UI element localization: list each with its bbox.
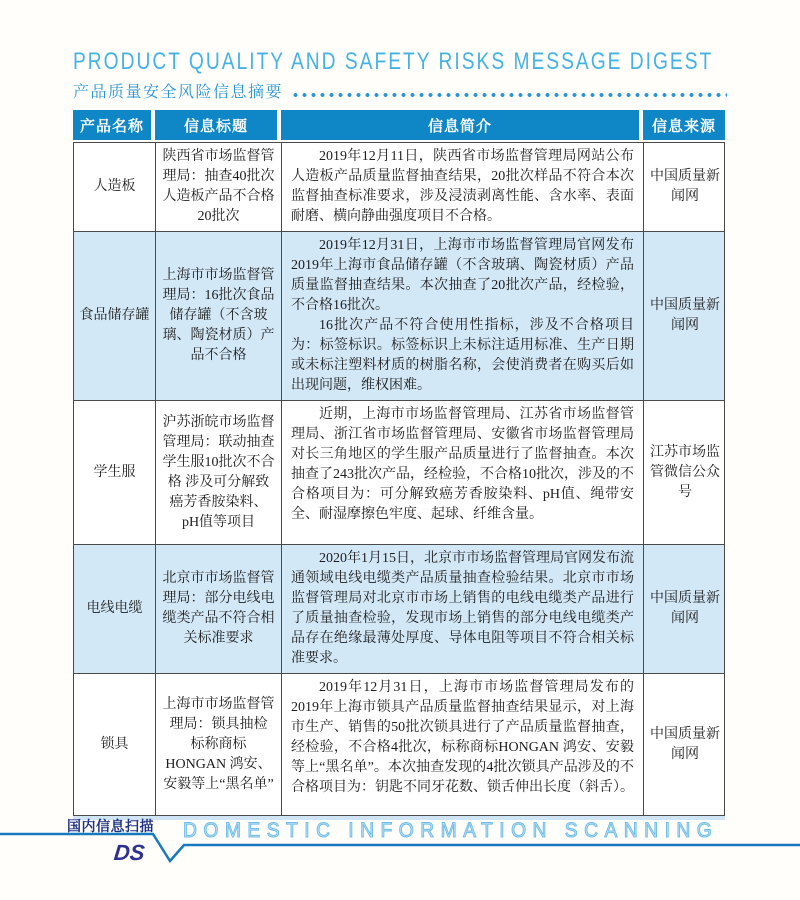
table-body xyxy=(73,142,725,820)
product-name-cell: 人造板 xyxy=(74,143,156,231)
header-cell-source: 信息来源 xyxy=(643,110,725,140)
info-source-cell: 中国质量新闻网 xyxy=(650,169,720,204)
page-subtitle: 产品质量安全风险信息摘要 xyxy=(73,84,284,101)
summary-paragraph: 2020年1月15日，北京市市场监督管理局官网发布流通领域电线电缆类产品质量抽查检验结果。北京市市场监督管理局对北京市市场上销售的电线电缆类产品进行了质量抽查检验，发现市场上销售的部分电线电缆类产品存在绝缘最薄处厚度、导体电阻等项目不符合相关标准要求。 xyxy=(291,551,634,666)
table-row xyxy=(73,400,725,545)
summary-paragraph: 2019年12月31日，上海市市场监督管理局发布的2019年上海市锁具产品质量监督抽查结果显示，对上海市生产、销售的50批次锁具进行了产品质量监督抽查，经检验，不合格4批次，标称商标HONGAN 鸿安、安毅等上“黑名单”。本次抽查发现的4批次锁具产品涉及的不合格项目为：钥匙不同牙花数、锁舌伸出长度（斜舌）。 xyxy=(291,680,634,795)
summary-paragraph: 2019年12月31日，上海市市场监督管理局官网发布2019年上海市食品储存罐（不含玻璃、陶瓷材质）产品质量监督抽查结果。本次抽查了20批次产品，经检验，不合格16批次。 xyxy=(291,238,634,313)
info-source-cell: 中国质量新闻网 xyxy=(650,726,720,762)
page-subtitle-row xyxy=(73,79,727,102)
summary-paragraph: 近期，上海市市场监督管理局、江苏省市场监督管理局、浙江省市场监督管理局、安徽省市场监督管理局对长三角地区的学生服产品质量进行了监督抽查。本次抽查了243批次产品，经检验，不合格10批次，涉及的不合格项目为：可分解致癌芳香胺染料、pH值、绳带安全、耐湿摩擦色牢度、起球、纤维含量。 xyxy=(291,407,634,522)
table-row xyxy=(73,142,725,232)
summary-paragraph: 2019年12月11日，陕西省市场监督管理局网站公布人造板产品质量监督抽查结果，20批次样品不符合本次监督抽查标准要求，涉及浸渍剥离性能、含水率、表面耐磨、横向静曲强度项目不合格。 xyxy=(291,149,634,224)
info-source-cell: 中国质量新闻网 xyxy=(650,298,720,333)
dotted-line-decoration xyxy=(291,92,727,98)
page-title: PRODUCT QUALITY AND SAFETY RISKS MESSAGE DIGEST xyxy=(73,48,714,75)
table-row xyxy=(73,231,725,401)
header-cell-product: 产品名称 xyxy=(73,110,155,140)
footer-label-en: DOMESTIC INFORMATION SCANNING xyxy=(183,819,719,842)
info-title-cell: 陕西省市场监督管理局：抽查40批次人造板产品不合格20批次 xyxy=(156,143,282,231)
info-summary-cell xyxy=(282,143,644,231)
product-name-cell: 食品储存罐 xyxy=(74,232,156,400)
table-row xyxy=(73,544,725,674)
info-summary-cell xyxy=(282,545,644,673)
product-name-cell: 锁具 xyxy=(74,674,156,815)
info-summary-cell xyxy=(282,674,644,815)
info-title-cell: 上海市市场监督管理局：16批次食品储存罐（不含玻璃、陶瓷材质）产品不合格 xyxy=(156,232,282,400)
info-title-cell: 上海市市场监督管理局：锁具抽检 标称商标HONGAN 鸿安、安毅等上“黑名单” xyxy=(156,674,282,815)
header-cell-title: 信息标题 xyxy=(155,110,281,140)
info-summary-cell xyxy=(282,401,644,544)
product-risk-table xyxy=(73,110,725,820)
info-summary-cell xyxy=(282,232,644,400)
footer-label-zh: 国内信息扫描 xyxy=(67,818,154,834)
table-header-row xyxy=(73,110,725,140)
info-source-cell: 江苏市场监管微信公众号 xyxy=(650,444,720,500)
info-title-cell: 北京市市场监督管理局：部分电线电缆类产品不符合相关标准要求 xyxy=(156,545,282,673)
info-title-cell: 沪苏浙皖市场监督管理局：联动抽查学生服10批次不合格 涉及可分解致癌芳香胺染料、pH值等项目 xyxy=(156,401,282,544)
footer-ds-logo: DS xyxy=(112,840,146,865)
summary-paragraph: 16批次产品不符合使用性指标，涉及不合格项目为：标签标识。标签标识上未标注适用标准、生产日期或未标注塑料材质的树脂名称，会使消费者在购买后如出现问题，维权困难。 xyxy=(291,318,634,393)
table-row xyxy=(73,673,725,816)
product-name-cell: 电线电缆 xyxy=(74,545,156,673)
product-name-cell: 学生服 xyxy=(74,401,156,544)
info-source-cell: 中国质量新闻网 xyxy=(650,591,720,626)
digest-header xyxy=(73,48,727,102)
header-cell-summary: 信息简介 xyxy=(281,110,643,140)
